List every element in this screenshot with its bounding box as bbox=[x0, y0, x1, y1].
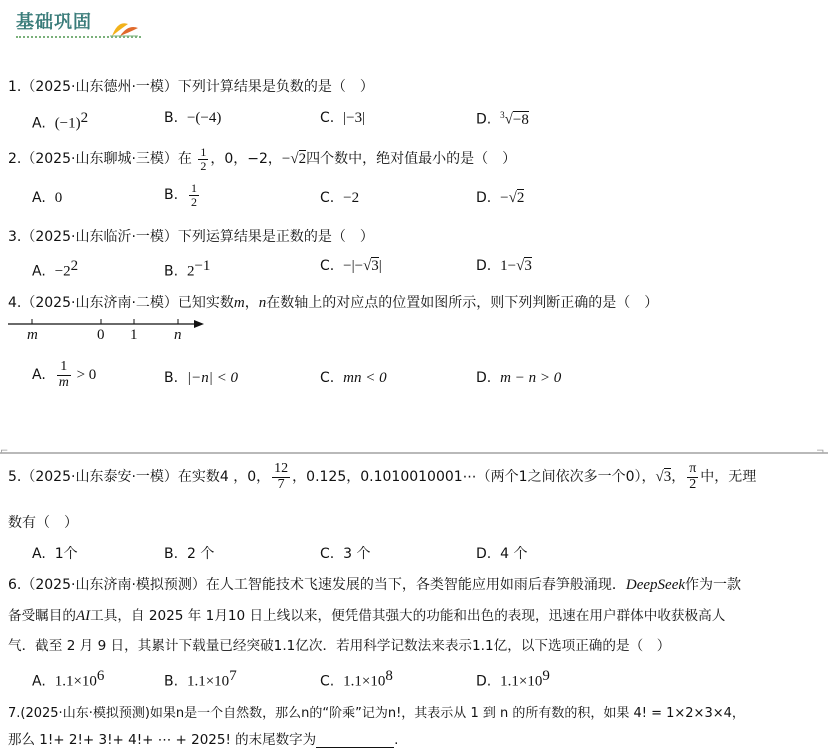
question-7 bbox=[8, 702, 745, 721]
option-expression: −|− bbox=[343, 258, 364, 274]
question-stem: 在人工智能技术飞速发展的当下，各类智能应用如雨后春笋般涌现． bbox=[205, 577, 626, 593]
option-exponent: 6 bbox=[96, 668, 105, 684]
option-c[interactable] bbox=[320, 258, 382, 275]
question-stem-post: 工具，自 2025 年 1月10 日上线以来，便凭借其强大的功能和出色的表现，迅速在用户群体中收获极高人 bbox=[90, 608, 726, 624]
option-letter: B. bbox=[164, 110, 179, 126]
frac-num: π bbox=[689, 461, 697, 476]
radicand: 3 bbox=[663, 469, 672, 486]
question-4 bbox=[8, 292, 658, 312]
question-source: (2025·山东·模拟预测) bbox=[20, 706, 150, 721]
question-stem-post: 四个数中，绝对值最小的是（ ） bbox=[306, 151, 517, 168]
option-letter: A. bbox=[32, 263, 46, 280]
question-source: （2025·山东德州·一模） bbox=[21, 79, 178, 95]
question-stem-line2: 数有（ ） bbox=[8, 515, 78, 531]
option-letter: D. bbox=[476, 258, 492, 274]
frac-num: 1 bbox=[57, 360, 71, 376]
fraction bbox=[57, 360, 71, 390]
separator: ， bbox=[244, 295, 259, 311]
option-expression: |−3| bbox=[343, 110, 366, 126]
option-expression: −(−4) bbox=[186, 110, 222, 126]
option-letter: A. bbox=[32, 367, 46, 384]
option-expression: −2 bbox=[54, 263, 71, 280]
question-source: （2025·山东济南·模拟预测） bbox=[21, 577, 206, 593]
option-c[interactable] bbox=[320, 668, 393, 691]
page-separator bbox=[0, 452, 828, 454]
frac-den: 2 bbox=[200, 158, 207, 173]
radical-sign: √ bbox=[290, 151, 299, 168]
root-index: 3 bbox=[500, 110, 505, 120]
label-0: 0 bbox=[97, 327, 105, 343]
frac-den: 7 bbox=[277, 476, 285, 492]
radicand: 3 bbox=[524, 258, 532, 274]
option-a[interactable] bbox=[32, 258, 78, 281]
option-text: 3 个 bbox=[343, 546, 371, 562]
option-expression: 0 bbox=[54, 190, 63, 206]
frac-num: 12 bbox=[274, 461, 289, 476]
question-2 bbox=[8, 146, 516, 172]
option-expression: 2 bbox=[186, 263, 195, 280]
option-exponent: 2 bbox=[80, 110, 89, 126]
radicand: −8 bbox=[512, 111, 529, 128]
question-number: 6. bbox=[8, 577, 22, 593]
question-stem: 在 bbox=[177, 151, 192, 168]
label-m: m bbox=[27, 327, 38, 343]
question-source: （2025·山东临沂·一模） bbox=[21, 229, 178, 245]
option-exponent: 9 bbox=[542, 668, 550, 684]
option-letter: B. bbox=[164, 673, 179, 690]
question-stem-post: 中，无理 bbox=[700, 469, 757, 486]
fraction-pi-2 bbox=[687, 462, 698, 492]
option-d[interactable] bbox=[476, 190, 524, 207]
option-d[interactable] bbox=[476, 668, 550, 691]
option-exponent: 8 bbox=[385, 668, 393, 684]
question-6-line3 bbox=[8, 634, 670, 654]
option-letter: B. bbox=[164, 546, 179, 562]
question-number: 7. bbox=[8, 706, 21, 721]
option-c[interactable] bbox=[320, 190, 359, 207]
section-title: 基础巩固 bbox=[16, 12, 92, 33]
option-a[interactable] bbox=[32, 668, 104, 691]
question-1 bbox=[8, 76, 374, 96]
option-letter: C. bbox=[320, 190, 335, 206]
radicand: 2 bbox=[298, 151, 307, 168]
option-expression: 1− bbox=[500, 258, 517, 274]
option-letter: A. bbox=[32, 115, 46, 132]
radicand: 2 bbox=[516, 190, 525, 206]
option-exponent: 2 bbox=[70, 258, 79, 274]
option-text: 1个 bbox=[54, 546, 78, 562]
answer-blank[interactable] bbox=[316, 733, 394, 748]
option-letter: B. bbox=[164, 370, 179, 386]
label-1: 1 bbox=[130, 327, 138, 343]
option-expression: 1.1×10 bbox=[186, 673, 230, 690]
option-letter: C. bbox=[320, 673, 335, 690]
fraction-12-7 bbox=[272, 462, 290, 492]
question-stem: 气．截至 2 月 9 日，其累计下载量已经突破1.1亿次．若用科学记数法来表示1.1亿，以下选项正确的是（ ） bbox=[8, 638, 671, 654]
question-5-line2 bbox=[8, 512, 78, 532]
option-letter: A. bbox=[32, 546, 46, 562]
option-letter: D. bbox=[476, 190, 492, 206]
question-stem-mid: ，0，−2， bbox=[210, 151, 282, 168]
number-line-arrow bbox=[194, 320, 204, 328]
option-letter: C. bbox=[320, 546, 335, 562]
option-b[interactable] bbox=[164, 543, 214, 563]
section-header bbox=[16, 8, 92, 34]
option-expression: mn < 0 bbox=[343, 370, 387, 386]
question-stem: 下列运算结果是正数的是（ ） bbox=[177, 229, 374, 245]
option-expression: 1.1×10 bbox=[54, 673, 97, 690]
option-letter: C. bbox=[320, 370, 335, 386]
option-letter: C. bbox=[320, 110, 335, 126]
option-text: 2 个 bbox=[186, 546, 215, 562]
radical-sign: √ bbox=[363, 258, 372, 274]
option-a[interactable] bbox=[32, 190, 62, 207]
option-expression: 1.1×10 bbox=[500, 673, 543, 690]
option-d[interactable] bbox=[476, 110, 529, 129]
option-a[interactable] bbox=[32, 543, 78, 563]
frac-den: m bbox=[58, 374, 69, 390]
option-expression: (−1) bbox=[54, 115, 81, 132]
option-d[interactable] bbox=[476, 258, 532, 275]
question-source: （2025·山东聊城·三模） bbox=[21, 151, 178, 168]
fraction bbox=[198, 146, 208, 172]
question-stem-mid: ，0.125，0.1010010001⋯（两个1之间依次多一个0）， bbox=[292, 469, 656, 486]
question-source: （2025·山东济南·二模） bbox=[21, 295, 178, 311]
frac-den: 2 bbox=[689, 476, 697, 492]
option-expression: 1.1×10 bbox=[343, 673, 386, 690]
question-stem: 如果n是一个自然数，那么n的“阶乘”记为n!，其表示从 1 到 n 的所有数的积，如果 4! = 1×2×3×4， bbox=[149, 706, 745, 721]
option-exponent: −1 bbox=[194, 258, 211, 274]
frac-num: 1 bbox=[190, 181, 197, 195]
frac-num: 1 bbox=[200, 145, 207, 159]
page-corner-left-icon: ⌐ bbox=[0, 446, 9, 457]
option-letter: D. bbox=[476, 111, 492, 128]
option-letter: C. bbox=[320, 258, 335, 274]
radical-sign: √ bbox=[516, 258, 525, 274]
question-stem-post: 作为一款 bbox=[685, 577, 742, 593]
option-letter: A. bbox=[32, 190, 46, 206]
question-number: 2. bbox=[8, 151, 22, 168]
abs-bar: | bbox=[378, 258, 382, 274]
question-stem: 下列计算结果是负数的是（ ） bbox=[177, 79, 374, 95]
separator: ， bbox=[671, 469, 686, 486]
option-b[interactable] bbox=[164, 370, 238, 387]
option-c[interactable] bbox=[320, 543, 371, 563]
question-stem: 那么 1!+ 2!+ 3!+ 4!+ ⋯ + 2025! 的末尾数字为 bbox=[8, 732, 317, 748]
period: . bbox=[394, 732, 399, 748]
question-number: 4. bbox=[8, 295, 22, 311]
minus-sign: − bbox=[281, 151, 291, 168]
option-expression: > 0 bbox=[72, 367, 97, 384]
ai-term: AI bbox=[75, 608, 91, 624]
variable-n: n bbox=[258, 295, 267, 311]
question-stem-post: 在数轴上的对应点的位置如图所示，则下列判断正确的是（ ） bbox=[266, 295, 659, 311]
option-a[interactable] bbox=[32, 360, 96, 390]
question-source: （2025·山东泰安·一模） bbox=[21, 469, 178, 486]
question-number: 1. bbox=[8, 79, 22, 95]
option-expression: −2 bbox=[343, 190, 360, 206]
fraction bbox=[189, 182, 199, 208]
option-exponent: 7 bbox=[229, 668, 237, 684]
question-stem: 备受瞩目的 bbox=[8, 608, 76, 624]
page-corner-right-icon: ¬ bbox=[816, 446, 825, 457]
option-letter: B. bbox=[164, 263, 179, 280]
frac-den: 2 bbox=[190, 194, 197, 209]
question-6 bbox=[8, 574, 741, 594]
question-5 bbox=[8, 462, 756, 492]
option-letter: D. bbox=[476, 546, 492, 562]
minus-sign: − bbox=[500, 190, 509, 206]
radical-sign: √ bbox=[508, 190, 517, 206]
variable-m: m bbox=[233, 295, 245, 311]
option-c[interactable] bbox=[320, 110, 365, 127]
option-letter: D. bbox=[476, 673, 492, 690]
option-d[interactable] bbox=[476, 370, 561, 387]
option-expression: |−n| < 0 bbox=[186, 370, 238, 386]
leaf-icon bbox=[108, 18, 142, 42]
title-underline bbox=[16, 36, 141, 38]
option-a[interactable] bbox=[32, 110, 88, 133]
label-n: n bbox=[174, 327, 182, 343]
option-letter: A. bbox=[32, 673, 46, 690]
option-letter: B. bbox=[164, 187, 179, 204]
option-letter: D. bbox=[476, 370, 492, 386]
question-7-line2 bbox=[8, 728, 398, 748]
radical-sign: √ bbox=[655, 469, 664, 486]
radicand: 3 bbox=[371, 258, 379, 274]
option-b[interactable] bbox=[164, 182, 201, 208]
question-6-line2 bbox=[8, 604, 725, 625]
question-number: 5. bbox=[8, 469, 22, 486]
option-expression: m − n > 0 bbox=[500, 370, 562, 386]
deepseek-name: DeepSeek bbox=[625, 577, 686, 593]
radical-sign: √ bbox=[504, 111, 513, 128]
question-stem: 已知实数 bbox=[177, 295, 234, 311]
option-c[interactable] bbox=[320, 370, 387, 387]
option-text: 4 个 bbox=[500, 546, 528, 562]
option-b[interactable] bbox=[164, 110, 221, 127]
question-3 bbox=[8, 226, 374, 246]
question-number: 3. bbox=[8, 229, 22, 245]
question-stem: 在实数4 ，0， bbox=[177, 469, 271, 486]
option-b[interactable] bbox=[164, 258, 210, 281]
option-d[interactable] bbox=[476, 543, 528, 563]
option-b[interactable] bbox=[164, 668, 237, 691]
